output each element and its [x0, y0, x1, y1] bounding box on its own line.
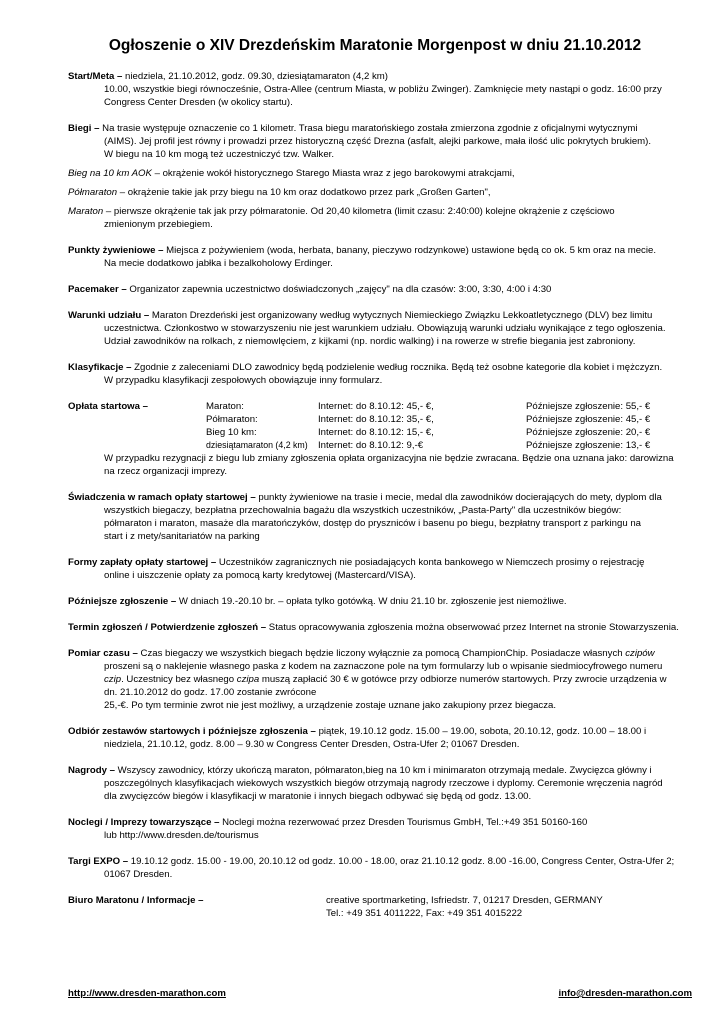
fee-row — [68, 426, 692, 439]
prizes-section — [68, 764, 692, 777]
entry-fee-label: Opłata startowa – — [68, 401, 148, 412]
late-registration-label: Późniejsze zgłoszenie – — [68, 596, 177, 607]
marathon-text-2: zmienionym przebiegiem. — [104, 219, 213, 230]
start-text-2: 10.00, wszystkie biegi równocześnie, Ostra-Allee (centrum Miasta, w pobliżu Zwinger). Zamknięcie mety nastąpi o godz. 16:00 przy — [104, 84, 662, 95]
fee-row — [68, 439, 692, 452]
biegi-text-2: (AIMS). Jej profil jest równy i prowadzi przez historyczną część Drezna (asfalt, alejki parkowe, mała ilość ulic pokrytych brukiem). — [104, 136, 652, 147]
benefits-text-3: półmaraton i maraton, masaże dla maratończyków, dostęp do pryszniców i basenu po biegu, bezpłatny transport z parkingu na — [104, 518, 642, 529]
registration-status-section — [68, 621, 692, 634]
fee-internet: Internet: do 8.10.12: 45,- €, — [318, 401, 434, 412]
fee-later: Późniejsze zgłoszenie: 20,- € — [526, 427, 651, 438]
timing-text-3b: muszą zapłacić 30 € w gotówce przy odbiorze numerów startowych. Przy zwrocie urządzenia w — [259, 674, 667, 685]
timing-text-3 — [68, 673, 692, 686]
fee-row — [68, 413, 692, 426]
biegi-text-3: W biegu na 10 km mogą też uczestniczyć tzw. Walker. — [104, 149, 334, 160]
registration-status-text: Status opracowywania zgłoszenia można obserwować przez Internet na stronie Stowarzyszenia. — [266, 622, 679, 633]
aok-run — [68, 167, 692, 180]
fee-later: Późniejsze zgłoszenie: 55,- € — [526, 401, 651, 412]
timing-text-italic: czipów — [625, 648, 655, 659]
benefits-text-2: wszystkich biegaczy, bezpłatna przechowalnia bagażu dla wszystkich uczestników, „Pasta-Party" dla uczestników biegów: — [104, 505, 622, 516]
marathon-run — [68, 205, 692, 218]
classification-label: Klasyfikacje – — [68, 362, 132, 373]
fee-race-name: dziesiątamaraton (4,2 km) — [206, 440, 308, 450]
start-text: niedziela, 21.10.2012, godz. 09.30, dziesiątamaraton (4,2 km) — [122, 71, 388, 82]
footer — [68, 988, 692, 999]
prizes-text-2: poszczególnych klasyfikacjach wiekowych wszystkich biegów otrzymają nagrody rzeczowe i dyplomy. Ceremonie wręczenia nagród — [104, 778, 663, 789]
start-text-3: Congress Center Dresden (w okolicy startu). — [104, 97, 293, 108]
timing-label: Pomiar czasu – — [68, 648, 138, 659]
benefits-text: punkty żywieniowe na trasie i mecie, medal dla zawodników docierających do mety, dyplom dla — [255, 492, 662, 503]
benefits-section — [68, 491, 692, 504]
prizes-label: Nagrody – — [68, 765, 115, 776]
prizes-text-3: dla zwycięzców biegów i klasyfikacji w maratonie i innych biegach odbywać się będą od godz. 13.00. — [104, 791, 532, 802]
timing-text-5: 25,-€. Po tym terminie zwrot nie jest możliwy, a urządzenie zostaje uznane jako zakupiony przez biegacza. — [104, 700, 557, 711]
office-phone-line: Tel.: +49 351 4011222, Fax: +49 351 4015222 — [326, 908, 523, 919]
food-points-section — [68, 244, 692, 257]
fee-race-name: Maraton: — [206, 401, 244, 412]
marathon-label: Maraton — [68, 206, 104, 217]
payment-forms-text: Uczestników zagranicznych nie posiadających konta bankowego w Niemczech prosimy o rejestrację — [216, 557, 645, 568]
aok-label: Bieg na 10 km AOK — [68, 168, 152, 179]
pickup-section — [68, 725, 692, 738]
food-points-label: Punkty żywieniowe – — [68, 245, 164, 256]
timing-chip-word-2: czipa — [236, 674, 260, 685]
expo-label: Targi EXPO – — [68, 856, 129, 867]
payment-forms-label: Formy zapłaty opłaty startowej – — [68, 557, 217, 568]
announcement-document — [68, 36, 692, 920]
conditions-label: Warunki udziału – — [68, 310, 150, 321]
fee-note: W przypadku rezygnacji z biegu lub zmiany zgłoszenia opłata organizacyjna nie będzie zwracana. Będzie ona uznana jako: darowizna — [104, 453, 674, 464]
payment-forms-text-2: online i uiszczenie opłaty za pomocą karty kredytowej (Mastercard/VISA). — [104, 570, 416, 581]
classification-text: Zgodnie z zaleceniami DLO zawodnicy będą podzielenie według rocznika. Będą też osobne kategorie dla kobiet i mężczyzn. — [131, 362, 663, 373]
timing-chip-word: czip — [104, 674, 122, 685]
food-points-text-2: Na mecie dodatkowo jabłka i bezalkoholowy Erdinger. — [104, 258, 333, 269]
conditions-text-3: Udział zawodników na rolkach, z niemowlęciem, z kijkami (np. nordic walking) i na rowerze w strefie biegania jest zabroniony. — [104, 336, 636, 347]
late-registration-text: W dniach 19.-20.10 br. – opłata tylko gotówką. W dniu 21.10 br. zgłoszenie jest niemożliwe. — [176, 596, 567, 607]
marathon-text: – pierwsze okrążenie tak jak przy półmaratonie. Od 20,40 kilometra (limit czasu: 2:40:00) kolejne okrążenie z częściowo — [103, 206, 615, 217]
start-section — [68, 70, 692, 83]
fee-race-name: Bieg 10 km: — [206, 427, 257, 438]
pacemaker-text: Organizator zapewnia uczestnictwo doświadczonych „zajęcy" na dla czasów: 3:00, 3:30, 4:00 i 4:30 — [126, 284, 552, 295]
timing-text: Czas biegaczy we wszystkich biegach będzie liczony wyłącznie za pomocą ChampionChip. Posiadacze własnych — [137, 648, 626, 659]
pacemaker-label: Pacemaker – — [68, 284, 127, 295]
expo-text: 19.10.12 godz. 15.00 - 19.00, 20.10.12 od godz. 10.00 - 18.00, oraz 21.10.12 godz. 8.00 -16.00, Congress Center, Ostra-Ufer 2; — [128, 856, 675, 867]
biegi-label: Biegi – — [68, 123, 100, 134]
fee-later: Późniejsze zgłoszenie: 45,- € — [526, 414, 651, 425]
timing-text-3a: . Uczestnicy bez własnego — [121, 674, 237, 685]
benefits-text-4: start i z mety/sanitariatów na parking — [104, 531, 260, 542]
prizes-text: Wszyscy zawodnicy, którzy ukończą maraton, półmaraton,bieg na 10 km i minimaraton otrzymają medale. Zwycięzca główny i — [114, 765, 652, 776]
fee-race-name: Półmaraton: — [206, 414, 258, 425]
page-title: Ogłoszenie o XIV Drezdeńskim Maratonie Morgenpost w dniu 21.10.2012 — [108, 37, 642, 54]
classification-text-2: W przypadku klasyfikacji zespołowych obowiązuje inny formularz. — [104, 375, 383, 386]
office-section — [68, 894, 692, 920]
late-registration-section — [68, 595, 692, 608]
aok-text: – okrążenie wokół historycznego Starego Miasta wraz z jego barokowymi atrakcjami, — [151, 168, 515, 179]
accommodation-section — [68, 816, 692, 829]
fee-internet: Internet: do 8.10.12: 35,- €, — [318, 414, 434, 425]
fee-internet: Internet: do 8.10.12: 15,- €, — [318, 427, 434, 438]
fee-note-2: na rzecz organizacji imprezy. — [104, 466, 227, 477]
expo-text-2: 01067 Dresden. — [104, 869, 173, 880]
accommodation-text: Noclegi można rezerwować przez Dresden Tourismus GmbH, Tel.:+49 351 50160-160 — [219, 817, 588, 828]
timing-text-2: proszeni są o naklejenie własnego paska z kodem na zaznaczone pole na tym formularzy lub o wpisanie siedmiocyfrowego numeru — [104, 661, 663, 672]
office-address-line: creative sportmarketing, Isfriedstr. 7, 01217 Dresden, GERMANY — [326, 895, 603, 906]
pacemaker-section — [68, 283, 692, 296]
expo-section — [68, 855, 692, 868]
half-marathon-label: Półmaraton — [68, 187, 118, 198]
website-link[interactable]: http://www.dresden-marathon.com — [68, 988, 226, 999]
pickup-text: piątek, 19.10.12 godz. 15.00 – 19.00, sobota, 20.10.12, godz. 10.00 – 18.00 i — [315, 726, 647, 737]
conditions-section — [68, 309, 692, 322]
classification-section — [68, 361, 692, 374]
timing-section — [68, 647, 692, 660]
biegi-section — [68, 122, 692, 135]
start-label: Start/Meta – — [68, 71, 123, 82]
pickup-label: Odbiór zestawów startowych i późniejsze zgłoszenia – — [68, 726, 316, 737]
payment-forms-section — [68, 556, 692, 569]
half-marathon-run — [68, 186, 692, 199]
pickup-text-2: niedziela, 21.10.12, godz. 8.00 – 9.30 w Congress Center Dresden, Ostra-Ufer 2; 01067 Dresden. — [104, 739, 520, 750]
fee-row — [68, 400, 692, 413]
email-link[interactable]: info@dresden-marathon.com — [558, 988, 692, 999]
food-points-text: Miejsca z pożywieniem (woda, herbata, banany, pieczywo rodzynkowe) ustawione będą co ok. 5 km oraz na mecie. — [163, 245, 656, 256]
registration-status-label: Termin zgłoszeń / Potwierdzenie zgłoszeń – — [68, 622, 267, 633]
accommodation-text-2: lub http://www.dresden.de/tourismus — [104, 830, 259, 841]
accommodation-label: Noclegi / Imprezy towarzyszące – — [68, 817, 220, 828]
office-label: Biuro Maratonu / Informacje – — [68, 895, 204, 906]
benefits-label: Świadczenia w ramach opłaty startowej – — [68, 492, 256, 503]
timing-text-4: dn. 21.10.2012 do godz. 17.00 zostanie zwrócone — [104, 687, 317, 698]
fee-later: Późniejsze zgłoszenie: 13,- € — [526, 440, 651, 451]
office-address — [326, 894, 603, 920]
half-marathon-text: – okrążenie takie jak przy biegu na 10 km oraz dodatkowo przez park „Großen Garten", — [117, 187, 491, 198]
conditions-text: Maraton Drezdeński jest organizowany według wytycznych Niemieckiego Związku Lekkoatletycznego (DLV) bez limitu — [149, 310, 653, 321]
conditions-text-2: uczestnictwa. Członkostwo w stowarzyszeniu nie jest warunkiem udziału. Obowiązują warunki udziału wynikające z tego ogłoszenia. — [104, 323, 666, 334]
biegi-text: Na trasie występuje oznaczenie co 1 kilometr. Trasa biegu maratońskiego została zmierzona zgodnie z oficjalnymi wytycznymi — [99, 123, 638, 134]
entry-fee-table — [68, 400, 692, 452]
fee-internet: Internet: do 8.10.12: 9,-€ — [318, 440, 424, 451]
